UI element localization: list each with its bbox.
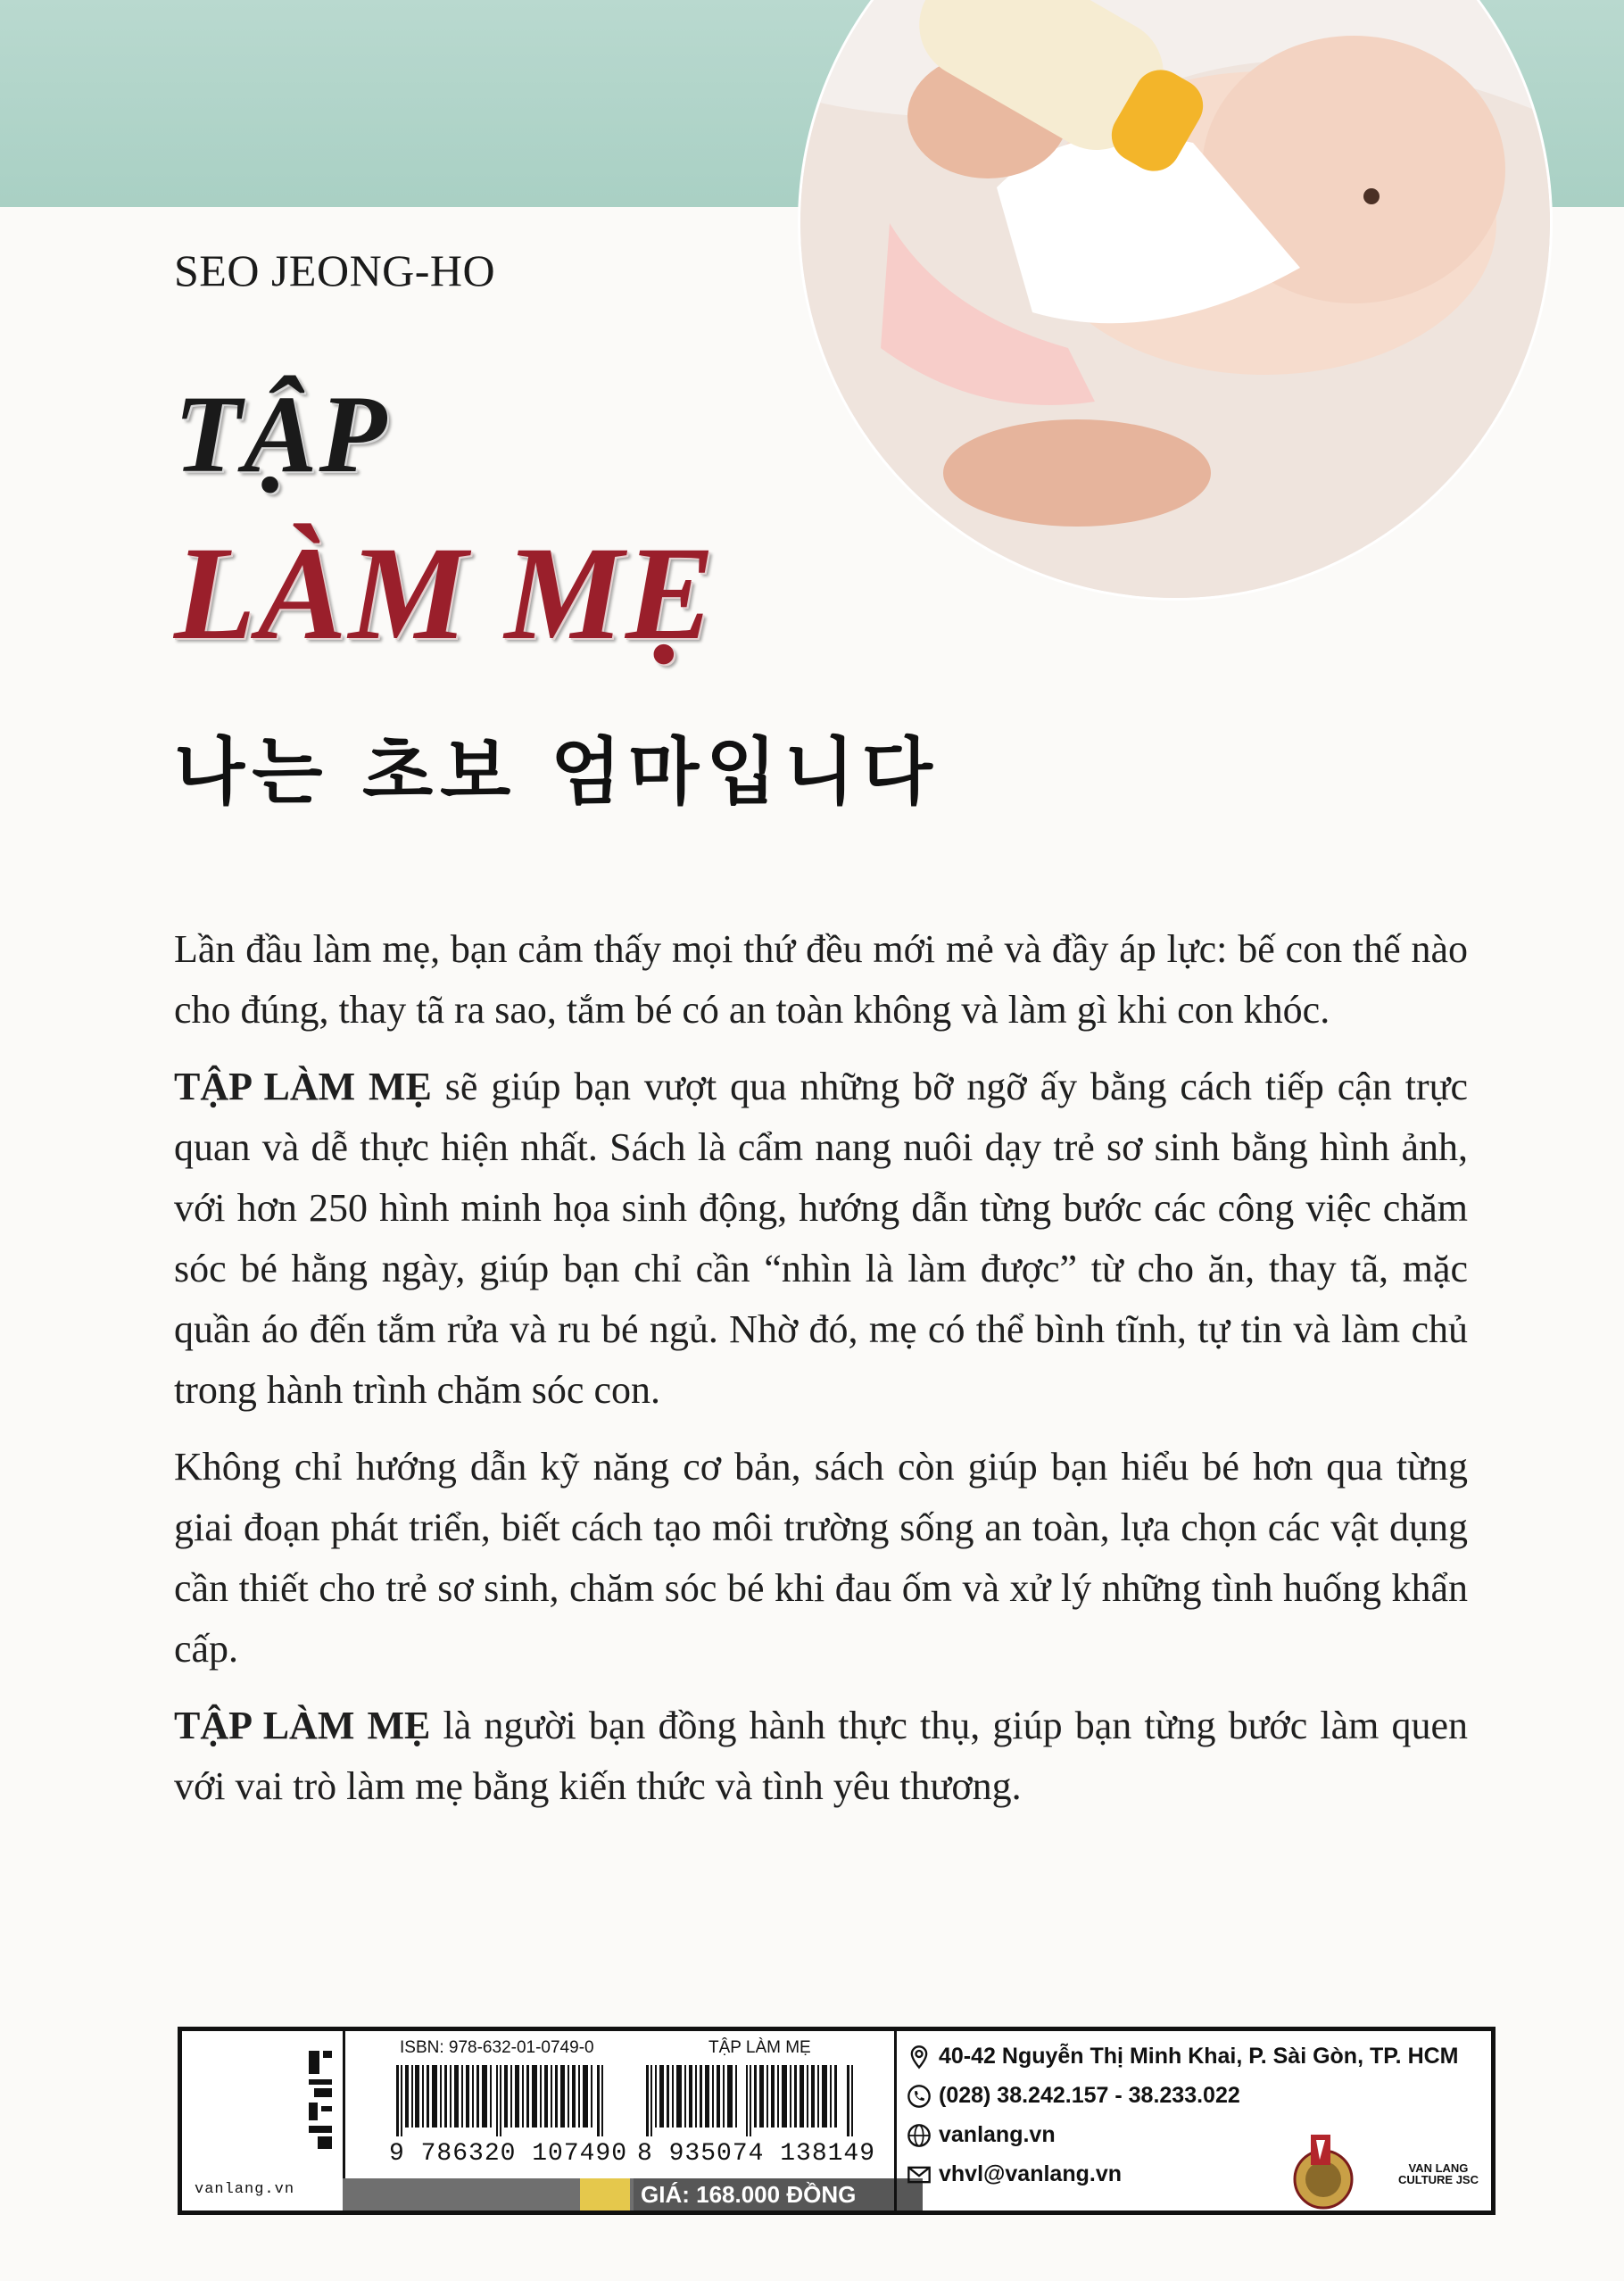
title-label: TẬP LÀM MẸ [708,2038,811,2057]
ean-barcode [646,2065,860,2136]
publisher-logo-icon [1280,2129,1366,2210]
blurb [174,919,1468,1833]
isbn-barcode [396,2065,610,2136]
email-row [907,2161,1122,2187]
book-title-line2: LÀM MẸ [174,519,717,668]
website-text[interactable]: vanlang.vn [939,2122,1056,2147]
price-accent [580,2178,630,2210]
blurb-title-ref: TẬP LÀM MẸ [174,1704,431,1747]
author-name: SEO JEONG-HO [174,245,496,295]
barcode-panel [178,2027,1496,2215]
phone-text: (028) 38.242.157 - 38.233.022 [939,2083,1240,2108]
phone-row [907,2083,1240,2109]
globe-icon [907,2123,932,2148]
ean-digits: 8 935074 138149 [637,2140,876,2168]
mail-icon [907,2162,932,2187]
blurb-paragraph-3: Không chỉ hướng dẫn kỹ năng cơ bản, sách còn giúp bạn hiểu bé hơn qua từng giai đoạn phát triển, biết cách tạo môi trường sống an toàn, lựa chọn các vật dụng cần thiết cho trẻ sơ sinh, chăm sóc bé khi đau ốm và xử lý những tình huống khẩn cấp. [174,1445,1468,1671]
qr-code [305,2047,336,2154]
blurb-paragraph-2 [174,1057,1468,1421]
address-row [907,2044,1459,2069]
phone-icon [907,2084,932,2109]
publisher-name-line1: VAN LANG [1408,2161,1469,2175]
publisher-name [1398,2162,1479,2186]
isbn-digits: 9 786320 107490 [389,2140,628,2168]
cover-photo [800,0,1550,598]
book-title-line1: TẬP [174,373,389,495]
publisher-web-small: vanlang.vn [195,2181,295,2198]
blurb-paragraph-4 [174,1696,1468,1817]
location-icon [907,2045,932,2069]
email-text[interactable]: vhvl@vanlang.vn [939,2161,1122,2186]
blurb-paragraph-1: Lần đầu làm mẹ, bạn cảm thấy mọi thứ đều mới mẻ và đầy áp lực: bế con thế nào cho đúng, thay tã ra sao, tắm bé có an toàn không và làm gì khi con khóc. [174,927,1468,1032]
website-row [907,2122,1056,2148]
blurb-paragraph-4-text: là người bạn đồng hành thực thụ, giúp bạn từng bước làm quen với vai trò làm mẹ bằng kiến thức và tình yêu thương. [174,1704,1468,1808]
korean-subtitle: 나는 초보 엄마입니다 [174,730,940,815]
isbn-label: ISBN: 978-632-01-0749-0 [400,2038,594,2057]
divider [894,2031,897,2210]
address-text: 40-42 Nguyễn Thị Minh Khai, P. Sài Gòn, TP. HCM [939,2044,1459,2069]
publisher-name-line2: CULTURE JSC [1397,2173,1479,2186]
blurb-title-ref: TẬP LÀM MẸ [174,1065,432,1108]
price-label: GIÁ: 168.000 ĐỒNG [634,2178,923,2210]
blurb-paragraph-2-text: sẽ giúp bạn vượt qua những bỡ ngỡ ấy bằng cách tiếp cận trực quan và dễ thực hiện nhất. Sách là cẩm nang nuôi dạy trẻ sơ sinh bằng hình ảnh, với hơn 250 hình minh họa sinh động, hướng dẫn từng bước các công việc chăm sóc bé hằng ngày, giúp bạn chỉ cần “nhìn là làm được” từ cho ăn, thay tã, mặc quần áo đến tắm rửa và ru bé ngủ. Nhờ đó, mẹ có thể bình tĩnh, tự tin và làm chủ trong hành trình chăm sóc con. [174,1065,1468,1412]
